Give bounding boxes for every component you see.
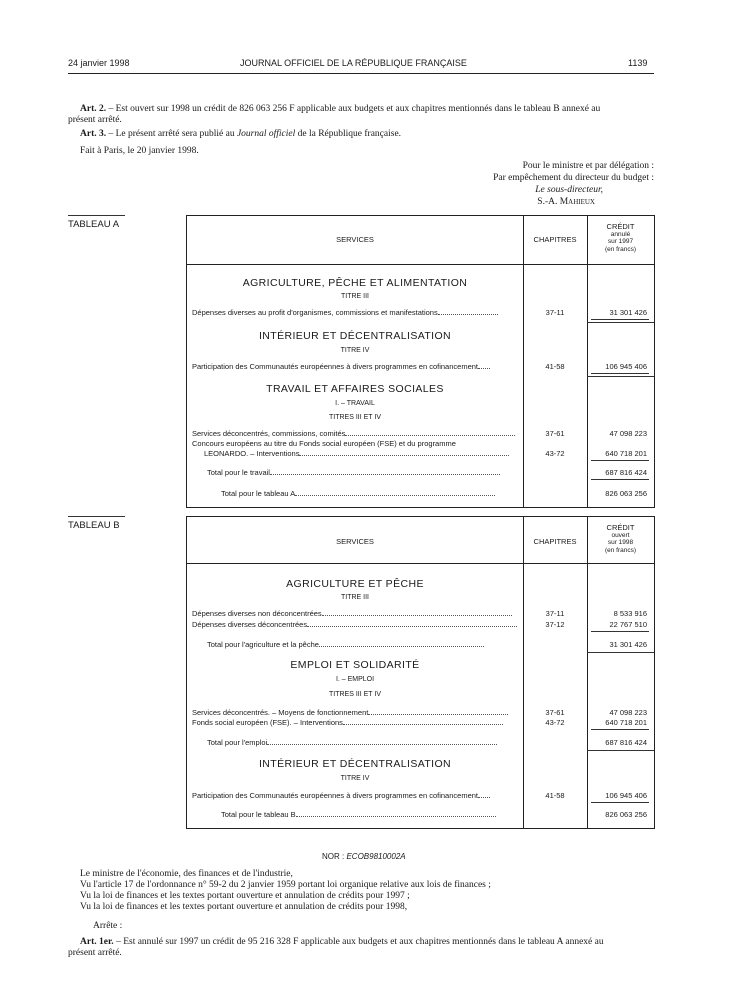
table-row-label (192, 620, 520, 629)
article-3-italic: Journal officiel (236, 129, 296, 139)
table-row-label (192, 362, 520, 371)
header-rule (187, 264, 654, 265)
decree-vu-3: Vu la loi de finances et les textes portant ouverture et annulation de crédits pour 1998, (80, 902, 408, 912)
total-label-text: Total pour le tableau B (221, 810, 296, 819)
section-title: TRAVAIL ET AFFAIRES SOCIALES (266, 383, 444, 395)
header-rule (68, 73, 654, 74)
section-title: AGRICULTURE, PÊCHE ET ALIMENTATION (242, 277, 468, 289)
leader-dots (299, 454, 509, 456)
grand-total-label (221, 810, 520, 819)
leader-dots (478, 367, 490, 369)
credit-title: CRÉDIT (606, 523, 635, 532)
header-rule (187, 563, 654, 564)
section-title: INTÉRIEUR ET DÉCENTRALISATION (258, 330, 452, 342)
row-amount: 31 301 426 (609, 308, 647, 317)
col-header-services: SERVICES (336, 537, 374, 546)
row-label-text: Fonds social européen (FSE). – Interventions (192, 718, 343, 727)
row-amount: 106 945 406 (605, 791, 647, 800)
credit-year: sur 1998 (607, 539, 634, 546)
tableau-b-label: TABLEAU B (68, 520, 120, 531)
header-page-number: 1139 (628, 58, 648, 68)
article-1-text: – Est annulé sur 1997 un crédit de 95 216 328 F applicable aux budgets et aux chapitres mentionnés dans le tableau A annexé au (113, 937, 604, 947)
signature-line-1: Pour le ministre et par délégation : (522, 161, 654, 171)
credit-unit: (en francs) (604, 245, 637, 253)
row-amount: 640 718 201 (605, 449, 647, 458)
section-subtitle: TITRE IV (340, 775, 370, 782)
nor-reference (322, 852, 406, 861)
section-title: AGRICULTURE ET PÊCHE (286, 578, 424, 590)
table-row-label (192, 609, 520, 618)
row-amount: 106 945 406 (605, 362, 647, 371)
row-chapitre: 37-11 (545, 609, 565, 618)
section-title: EMPLOI ET SOLIDARITÉ (290, 659, 420, 671)
table-row-label: Concours européens au titre du Fonds social européen (FSE) et du programme (192, 439, 456, 448)
signature-line-3: Le sous-directeur, (535, 185, 603, 195)
leader-dots (267, 743, 497, 745)
col-header-chapitres: CHAPITRES (533, 537, 577, 546)
row-label-text: LEONARDO. – Interventions (204, 449, 300, 458)
row-chapitre: 43-72 (545, 718, 565, 727)
decree-vu-1: Vu l'article 17 de l'ordonnance n° 59-2 du 2 janvier 1959 portant loi organique relative aux lois de finances ; (80, 880, 491, 890)
grand-total-amount: 826 063 256 (605, 810, 647, 819)
row-label-text: Participation des Communautés européennes à divers programmes en cofinancement (192, 791, 478, 800)
tableau-a (186, 215, 655, 508)
leader-dots (438, 313, 498, 315)
leader-dots (270, 473, 500, 475)
decree-article-1-cont: présent arrêté. (68, 948, 122, 958)
row-amount: 22 767 510 (609, 620, 647, 629)
table-row-label (192, 791, 520, 800)
col-header-credit (587, 223, 654, 253)
tableau-a-label: TABLEAU A (68, 219, 120, 230)
total-row-label (207, 468, 520, 477)
section-title: INTÉRIEUR ET DÉCENTRALISATION (258, 758, 452, 770)
row-chapitre: 37-61 (545, 708, 565, 717)
header-journal-title: JOURNAL OFFICIEL DE LA RÉPUBLIQUE FRANÇAISE (240, 58, 467, 68)
leader-dots (322, 614, 512, 616)
table-row-label (192, 708, 520, 717)
section-divider (587, 322, 654, 323)
nor-label: NOR : (322, 852, 347, 861)
row-label-text: Dépenses diverses au profit d'organismes, commissions et manifestations (192, 308, 438, 317)
section-divider (587, 376, 654, 377)
total-row-label (207, 738, 520, 747)
row-amount: 640 718 201 (605, 718, 647, 727)
article-2-text: – Est ouvert sur 1998 un crédit de 826 063 256 F applicable aux budgets et aux chapitres mentionnés dans le tableau B annexé au (106, 104, 601, 114)
leader-dots (345, 434, 515, 436)
tableau-a-label-rule (68, 215, 125, 216)
row-chapitre: 37-12 (545, 620, 565, 629)
article-1-label: Art. 1er. (80, 937, 114, 947)
credit-sub: annulé (610, 230, 631, 238)
section-subtitle: TITRES III ET IV (329, 414, 381, 421)
leader-dots (368, 713, 508, 715)
fait-a-paris: Fait à Paris, le 20 janvier 1998. (80, 146, 199, 156)
row-chapitre: 37-11 (545, 308, 565, 317)
section-subtitle: TITRE III (341, 293, 369, 300)
table-row-label (192, 429, 520, 438)
header-date: 24 janvier 1998 (68, 58, 130, 68)
section-divider (587, 750, 654, 751)
article-2-label: Art. 2. (80, 104, 107, 114)
total-amount: 687 816 424 (605, 468, 647, 477)
amount-underline (591, 373, 649, 374)
amount-underline (591, 631, 649, 632)
row-label-text: Services déconcentrés, commissions, comités (192, 429, 346, 438)
credit-sub: ouvert (611, 531, 630, 539)
amount-underline (591, 319, 649, 320)
row-chapitre: 41-58 (545, 791, 565, 800)
row-amount: 8 533 916 (613, 609, 647, 618)
nor-code: ECOB9810002A (346, 852, 406, 861)
row-chapitre: 37-61 (545, 429, 565, 438)
row-chapitre: 41-58 (545, 362, 565, 371)
total-amount: 31 301 426 (609, 640, 647, 649)
col-header-credit (587, 524, 654, 554)
total-label-text: Total pour l'agriculture et la pêche (207, 640, 319, 649)
row-label-text: Participation des Communautés européennes à divers programmes en cofinancement (192, 362, 478, 371)
grand-total-amount: 826 063 256 (605, 489, 647, 498)
col-header-chapitres: CHAPITRES (533, 235, 577, 244)
leader-dots (319, 645, 484, 647)
leader-dots (296, 815, 496, 817)
article-3-post: de la République française. (295, 129, 402, 139)
section-subtitle: TITRE III (341, 594, 369, 601)
leader-dots (307, 625, 517, 627)
row-amount: 47 098 223 (609, 429, 647, 438)
leader-dots (295, 494, 495, 496)
section-subtitle: I. – TRAVAIL (335, 400, 375, 407)
article-3-pre: – Le présent arrêté sera publié au (106, 129, 237, 139)
decree-arrete: Arrête : (93, 921, 123, 931)
section-subtitle: TITRES III ET IV (329, 691, 381, 698)
row-chapitre: 43-72 (545, 449, 565, 458)
decree-minister: Le ministre de l'économie, des finances et de l'industrie, (80, 869, 293, 879)
decree-article-1 (80, 937, 660, 948)
article-3-label: Art. 3. (80, 129, 107, 139)
row-amount: 47 098 223 (609, 708, 647, 717)
amount-underline (591, 729, 649, 730)
table-row-label (192, 718, 520, 727)
total-row-label (207, 640, 520, 649)
section-divider (587, 652, 654, 653)
section-subtitle: TITRE IV (340, 347, 370, 354)
total-label-text: Total pour le travail (207, 468, 270, 477)
signature-line-2: Par empêchement du directeur du budget : (493, 173, 654, 183)
row-label-text: Services déconcentrés. – Moyens de fonctionnement (192, 708, 369, 717)
credit-year: sur 1997 (607, 238, 634, 245)
article-2 (80, 104, 660, 115)
decree-vu-2: Vu la loi de finances et les textes portant ouverture et annulation de crédits pour 1997 ; (80, 891, 410, 901)
section-subtitle: I. – EMPLOI (335, 676, 375, 683)
col-header-services: SERVICES (336, 235, 374, 244)
credit-title: CRÉDIT (606, 222, 635, 231)
amount-underline (591, 460, 649, 461)
leader-dots (478, 796, 490, 798)
amount-underline (591, 802, 649, 803)
article-2-cont: présent arrêté. (68, 115, 122, 125)
amount-underline (591, 479, 649, 480)
table-row-label (192, 308, 520, 317)
total-label-text: Total pour l'emploi (207, 738, 268, 747)
grand-total-label (221, 489, 520, 498)
tableau-b (186, 516, 655, 829)
row-label-text: Dépenses diverses déconcentrées (192, 620, 308, 629)
total-label-text: Total pour le tableau A (221, 489, 296, 498)
signature-name: S.-A. Mahieux (537, 197, 595, 207)
credit-unit: (en francs) (604, 546, 637, 554)
row-label-text: Dépenses diverses non déconcentrées (192, 609, 322, 618)
total-amount: 687 816 424 (605, 738, 647, 747)
table-row-label (204, 449, 520, 458)
leader-dots (343, 723, 503, 725)
tableau-b-label-rule (68, 516, 125, 517)
article-3 (80, 129, 401, 140)
